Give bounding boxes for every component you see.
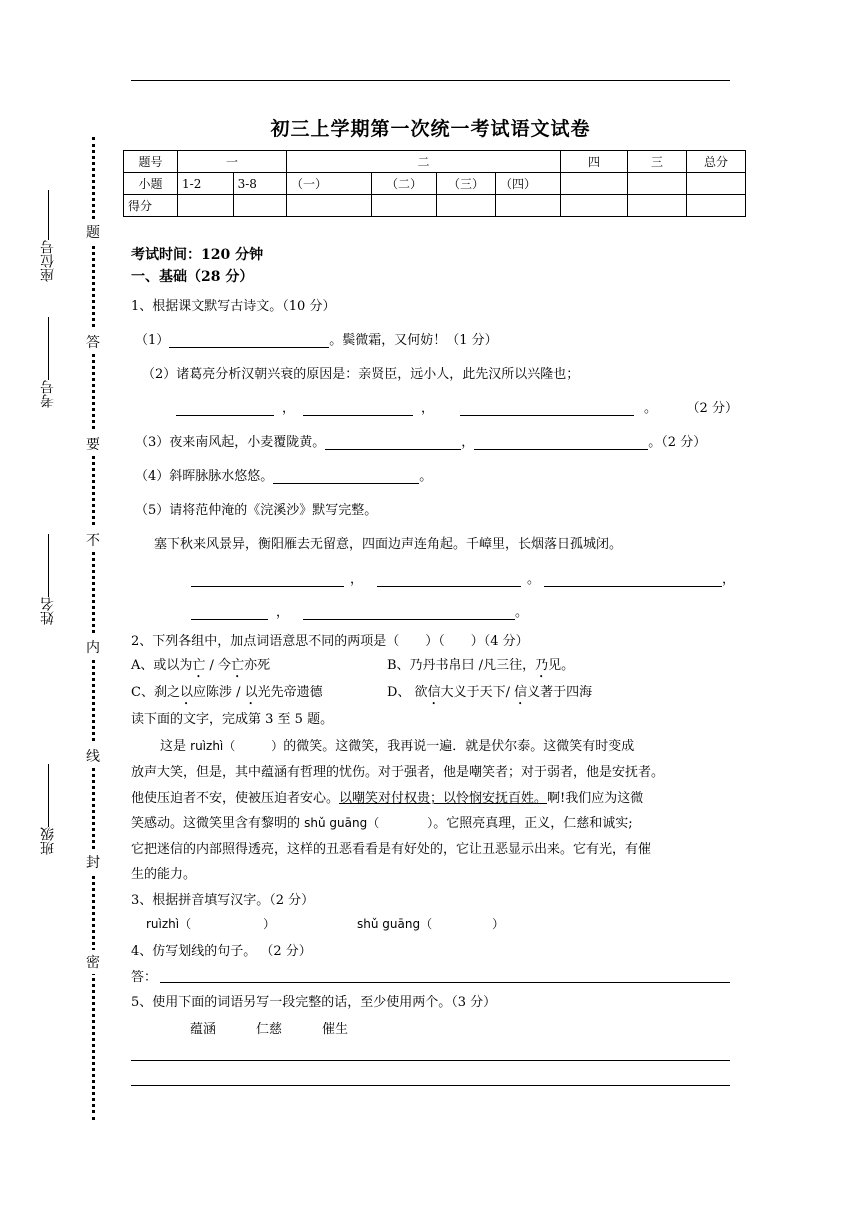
- page-title: 初三上学期第一次统一考试语文试卷: [270, 118, 591, 140]
- score-cell[interactable]: [687, 195, 746, 217]
- score-cell[interactable]: [178, 195, 234, 217]
- class-label: 班级: [38, 760, 58, 855]
- passage-line: 放声大笑，但是，其中蕴涵有哲理的忧伤。对于强者，他是嘲笑者；对于弱者，他是安抚者。: [131, 765, 665, 780]
- option-c: C、刹之以应陈涉 / 以光先帝遗德: [131, 685, 323, 700]
- score-cell[interactable]: [628, 195, 687, 217]
- score-cell[interactable]: [437, 195, 496, 217]
- answer-line[interactable]: [131, 1085, 730, 1086]
- answer-blank[interactable]: [303, 605, 515, 620]
- score-cell[interactable]: [561, 195, 628, 217]
- table-cell: 小题: [124, 173, 178, 195]
- question-4-heading: 4、仿写划线的句子。 （2 分）: [131, 944, 312, 959]
- seal-char: 内: [86, 635, 100, 659]
- table-cell: [561, 173, 628, 195]
- question-1-2-blanks: ， ， 。 （2 分）: [176, 397, 738, 416]
- table-row: [124, 173, 746, 195]
- option-b: B、乃丹书帛曰 /凡三往，乃见。: [387, 658, 575, 673]
- passage-line: 他使压迫者不安，使被压迫者安心。以嘲笑对付权贵；以怜悯安抚百姓。啊!我们应为这微: [131, 791, 644, 806]
- answer-blank[interactable]: [474, 435, 648, 450]
- seal-char: 密: [86, 950, 100, 974]
- seal-char: 题: [86, 220, 100, 244]
- poem-text: 塞下秋来风景异，衡阳雁去无留意，四面边声连角起。千嶂里，长烟落日孤城闭。: [154, 537, 623, 552]
- seal-char: 封: [86, 850, 100, 874]
- question-1-2: （2）诸葛亮分析汉朝兴衰的原因是：亲贤臣，远小人，此先汉所以兴隆也；: [142, 367, 580, 382]
- table-cell: 三: [628, 151, 687, 173]
- table-cell: （四）: [496, 173, 561, 195]
- table-row: [124, 195, 746, 217]
- score-cell[interactable]: [372, 195, 437, 217]
- seal-char: 不: [86, 528, 100, 552]
- poem-blanks-1: ， 。 ，: [191, 568, 735, 587]
- question-1-4: （4）斜晖脉脉水悠悠。 。: [135, 469, 433, 484]
- pinyin-answer-1[interactable]: ruìzhì（ ）: [146, 917, 276, 931]
- question-1-3: （3）夜来南风起，小麦覆陇黄。 ， 。（2 分）: [135, 435, 707, 450]
- seal-char: 要: [86, 432, 100, 456]
- option-d: D、 欲信大义于天下/ 信义著于四海: [387, 685, 593, 700]
- answer-blank[interactable]: [377, 572, 521, 587]
- name-label: 姓名: [38, 530, 58, 625]
- table-cell: （一）: [287, 173, 372, 195]
- question-1-1: （1） 。鬓微霜，又何妨！（1 分）: [135, 333, 498, 348]
- word: 蕴涵: [190, 1022, 217, 1037]
- score-cell[interactable]: [287, 195, 372, 217]
- table-cell: 3-8: [233, 173, 286, 195]
- answer-line[interactable]: [131, 1060, 730, 1061]
- answer-blank[interactable]: [303, 401, 413, 416]
- question-2-heading: 2、下列各组中，加点词语意思不同的两项是（ ）（ ）（4 分）: [131, 634, 529, 649]
- passage-line: 这是 ruìzhì（ ）的微笑。这微笑，我再说一遍．就是伏尔泰。这微笑有时变成: [160, 739, 635, 754]
- table-row: [124, 151, 746, 173]
- answer-blank[interactable]: [460, 401, 634, 416]
- table-cell: 题号: [124, 151, 178, 173]
- table-cell: （三）: [437, 173, 496, 195]
- reading-intro: 读下面的文字，完成第 3 至 5 题。: [131, 712, 334, 727]
- exam-time: 考试时间：120 分钟: [131, 247, 264, 263]
- word: 催生: [322, 1022, 349, 1037]
- table-cell: 四: [561, 151, 628, 173]
- question-1-heading: 1、根据课文默写古诗文。（10 分）: [131, 299, 336, 314]
- poem-blanks-2: ， 。: [191, 601, 528, 620]
- answer-line[interactable]: [160, 982, 730, 983]
- answer-blank[interactable]: [273, 469, 419, 484]
- score-table: [123, 150, 746, 217]
- answer-label: 答：: [131, 970, 158, 985]
- table-cell: 得分: [124, 195, 178, 217]
- pinyin-answer-2[interactable]: shǔ guāng（ ）: [357, 917, 505, 931]
- section-heading: 一、基础（28 分）: [131, 269, 254, 285]
- passage-line: 它把迷信的内部照得透亮，这样的丑恶看看是有好处的，它让丑恶显示出来。它有光，有催: [131, 842, 652, 857]
- table-cell: [628, 173, 687, 195]
- table-cell: 一: [178, 151, 287, 173]
- answer-blank[interactable]: [176, 401, 274, 416]
- seal-char: 答: [86, 330, 100, 354]
- question-1-5: （5）请将范仲淹的《浣溪沙》默写完整。: [135, 503, 378, 518]
- table-cell: 总分: [687, 151, 746, 173]
- question-3-heading: 3、根据拼音填写汉字。（2 分）: [131, 893, 315, 908]
- score-cell[interactable]: [233, 195, 286, 217]
- passage-line: 笑感动。这微笑里含有黎明的 shǔ guāng（ ）。它照亮真理，正义，仁慈和诚实;: [131, 816, 633, 831]
- question-5-heading: 5、使用下面的词语另写一段完整的话，至少使用两个。（3 分）: [131, 995, 497, 1010]
- answer-blank[interactable]: [169, 333, 329, 348]
- answer-blank[interactable]: [191, 605, 268, 620]
- option-a: A、或以为亡 / 今亡亦死: [131, 658, 271, 673]
- exam-number-label: 考号: [38, 313, 58, 408]
- seat-number-label: 座位号: [38, 190, 58, 282]
- top-rule: [131, 80, 730, 81]
- answer-blank[interactable]: [544, 572, 722, 587]
- word: 仁慈: [256, 1022, 283, 1037]
- table-cell: [687, 173, 746, 195]
- seal-char: 线: [86, 744, 100, 768]
- table-cell: （二）: [372, 173, 437, 195]
- passage-line: 生的能力。: [131, 867, 197, 882]
- answer-blank[interactable]: [191, 572, 344, 587]
- table-cell: 1-2: [178, 173, 234, 195]
- word-list: [190, 1018, 348, 1037]
- table-cell: 二: [287, 151, 561, 173]
- score-cell[interactable]: [496, 195, 561, 217]
- answer-blank[interactable]: [325, 435, 461, 450]
